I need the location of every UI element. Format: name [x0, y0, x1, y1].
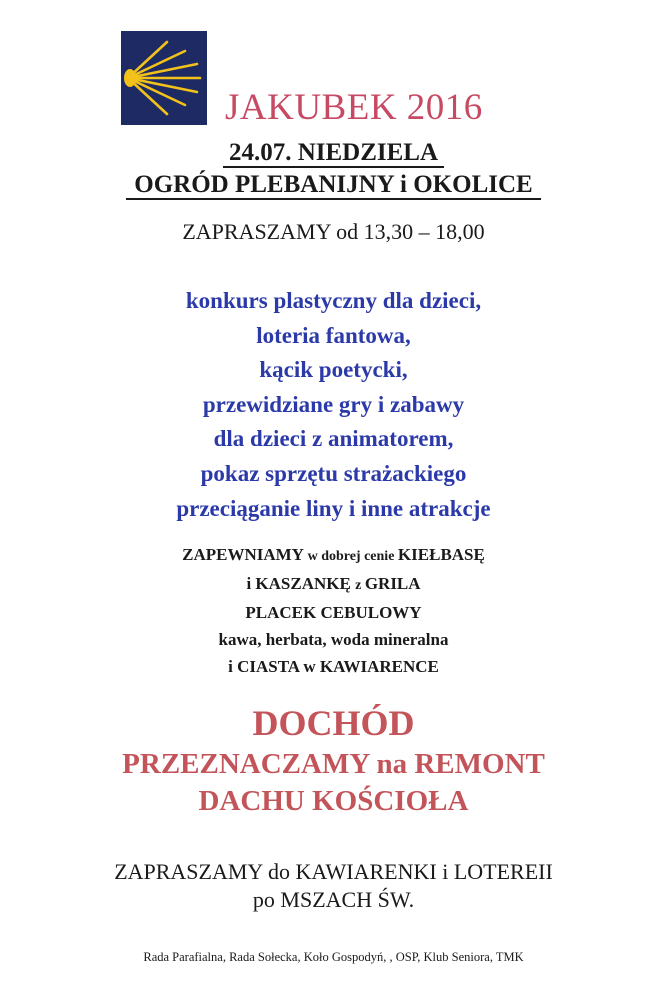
proceeds-heading: DOCHÓD: [252, 703, 415, 743]
attraction-item: loteria fantowa,: [256, 322, 411, 348]
food-offer: [0, 541, 667, 680]
attraction-item: kącik poetycki,: [259, 357, 408, 383]
closing-line: ZAPRASZAMY do KAWIARENKI i LOTEREII: [114, 859, 553, 884]
event-place-text: OGRÓD PLEBANIJNY i OKOLICE: [126, 172, 540, 200]
food-line: [0, 541, 667, 570]
proceeds-notice: [0, 700, 667, 820]
food-text: ZAPEWNIAMY: [182, 545, 308, 564]
food-line: kawa, herbata, woda mineralna: [218, 630, 449, 649]
proceeds-line: DACHU KOŚCIOŁA: [198, 785, 469, 817]
organizers-footer: Rada Parafialna, Rada Sołecka, Koło Gospodyń, , OSP, Klub Seniora, TMK: [143, 950, 524, 964]
food-text: GRILA: [364, 574, 421, 593]
food-text: i KASZANKĘ: [246, 574, 356, 593]
event-date-text: 24.07. NIEDZIELA: [223, 140, 444, 168]
attraction-item: przeciąganie liny i inne atrakcje: [176, 495, 491, 521]
attraction-item: przewidziane gry i zabawy: [202, 391, 465, 417]
scallop-shell-icon: [121, 31, 207, 125]
proceeds-line: PRZEZNACZAMY na REMONT: [122, 748, 545, 780]
attractions-list: [0, 284, 667, 526]
closing-invite: [0, 858, 667, 914]
food-line: [0, 570, 667, 599]
attraction-item: dla dzieci z animatorem,: [213, 426, 454, 452]
food-line: PLACEK CEBULOWY: [245, 603, 422, 622]
invite-hours: ZAPRASZAMY od 13,30 – 18,00: [182, 219, 485, 244]
event-place: [0, 171, 667, 200]
event-date: [0, 139, 667, 168]
food-text: KIEŁBASĘ: [397, 545, 485, 564]
attraction-item: konkurs plastyczny dla dzieci,: [185, 288, 482, 313]
food-text: z: [355, 578, 365, 593]
event-title: JAKUBEK 2016: [225, 87, 483, 128]
closing-line: po MSZACH ŚW.: [252, 887, 415, 912]
food-line: i CIASTA w KAWIARENCE: [228, 657, 439, 676]
camino-logo: [121, 31, 207, 125]
attraction-item: pokaz sprzętu strażackiego: [200, 460, 467, 486]
food-text: w dobrej cenie: [307, 549, 398, 564]
